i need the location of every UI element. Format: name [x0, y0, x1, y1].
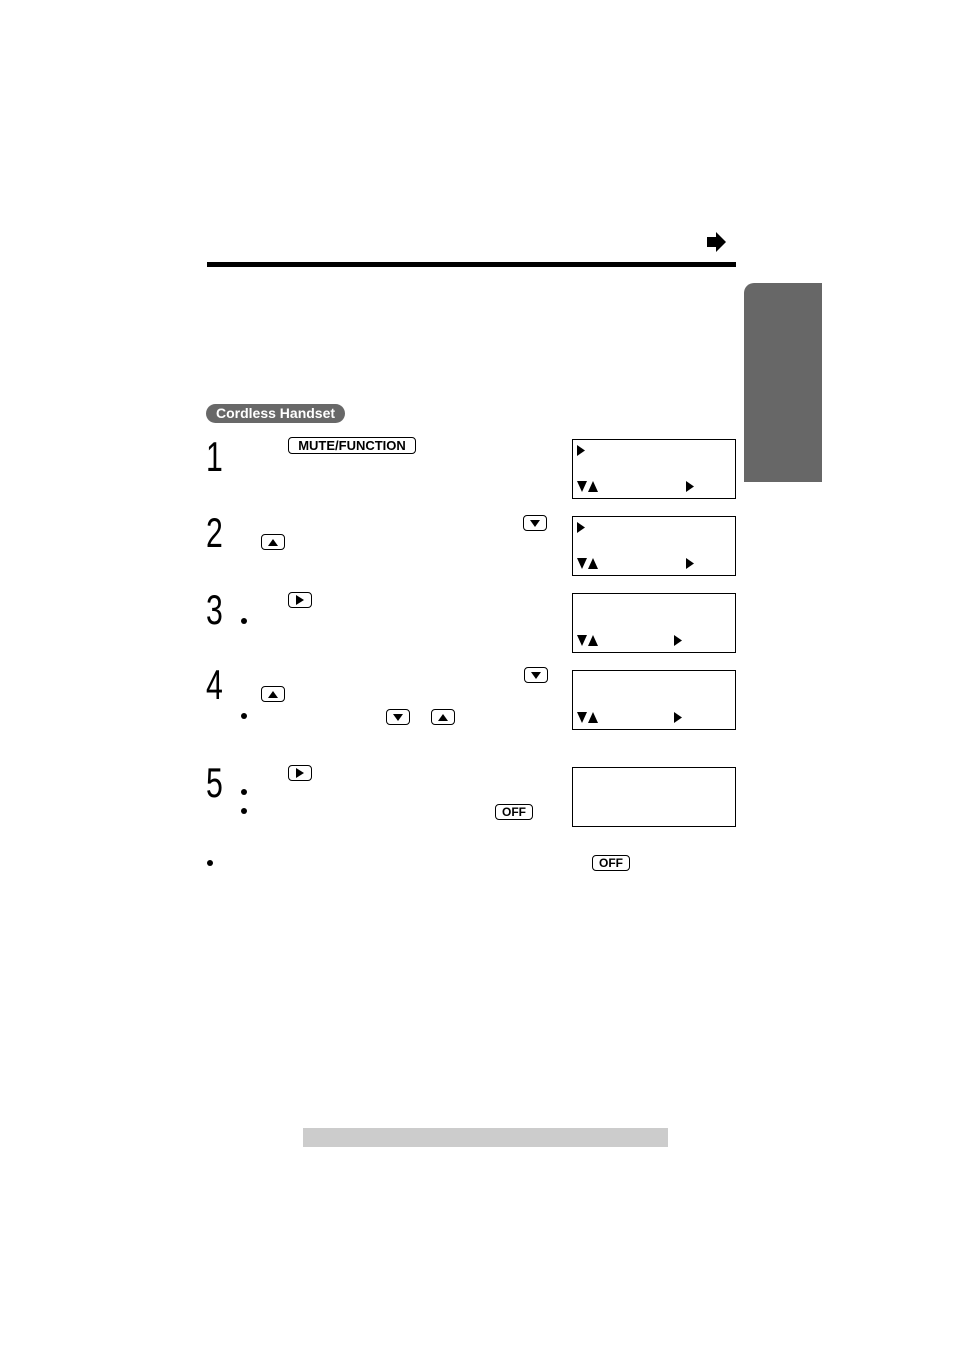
bullet: [241, 618, 247, 624]
cursor-arrow-icon: [577, 522, 585, 533]
title-rule: [207, 262, 736, 267]
up-button[interactable]: [261, 534, 285, 550]
bullet: [207, 860, 213, 866]
off-button[interactable]: OFF: [592, 855, 630, 871]
up-button[interactable]: [431, 709, 455, 725]
down-triangle-icon: [531, 672, 541, 679]
display-panel: [572, 439, 736, 499]
continue-arrow-icon: [705, 231, 727, 253]
down-triangle-icon: [530, 520, 540, 527]
display-panel: [572, 767, 736, 827]
step-number: 4: [206, 661, 223, 708]
down-up-arrows-icon: [577, 712, 599, 723]
down-triangle-icon: [393, 714, 403, 721]
up-triangle-icon: [268, 539, 278, 546]
right-button[interactable]: [288, 765, 312, 781]
cursor-arrow-icon: [577, 445, 585, 456]
up-button[interactable]: [261, 686, 285, 702]
right-arrow-icon: [686, 481, 694, 492]
display-panel: [572, 593, 736, 653]
right-triangle-icon: [296, 595, 304, 605]
mute-function-button[interactable]: MUTE/FUNCTION: [288, 437, 416, 454]
down-button[interactable]: [386, 709, 410, 725]
bullet: [241, 713, 247, 719]
off-button[interactable]: OFF: [495, 804, 533, 820]
down-up-arrows-icon: [577, 558, 599, 569]
right-triangle-icon: [296, 768, 304, 778]
right-button[interactable]: [288, 592, 312, 608]
bullet: [241, 789, 247, 795]
down-button[interactable]: [524, 667, 548, 683]
step-number: 2: [206, 509, 223, 556]
down-up-arrows-icon: [577, 635, 599, 646]
down-up-arrows-icon: [577, 481, 599, 492]
display-panel: [572, 670, 736, 730]
right-arrow-icon: [686, 558, 694, 569]
chapter-tab: [744, 283, 822, 482]
section-pill: Cordless Handset: [206, 404, 345, 423]
up-triangle-icon: [438, 714, 448, 721]
bullet: [241, 808, 247, 814]
step-number: 1: [206, 433, 223, 480]
right-arrow-icon: [674, 712, 682, 723]
step-number: 5: [206, 759, 223, 806]
step-number: 3: [206, 586, 223, 633]
display-panel: [572, 516, 736, 576]
down-button[interactable]: [523, 515, 547, 531]
footer-bar: [303, 1128, 668, 1147]
up-triangle-icon: [268, 691, 278, 698]
right-arrow-icon: [674, 635, 682, 646]
